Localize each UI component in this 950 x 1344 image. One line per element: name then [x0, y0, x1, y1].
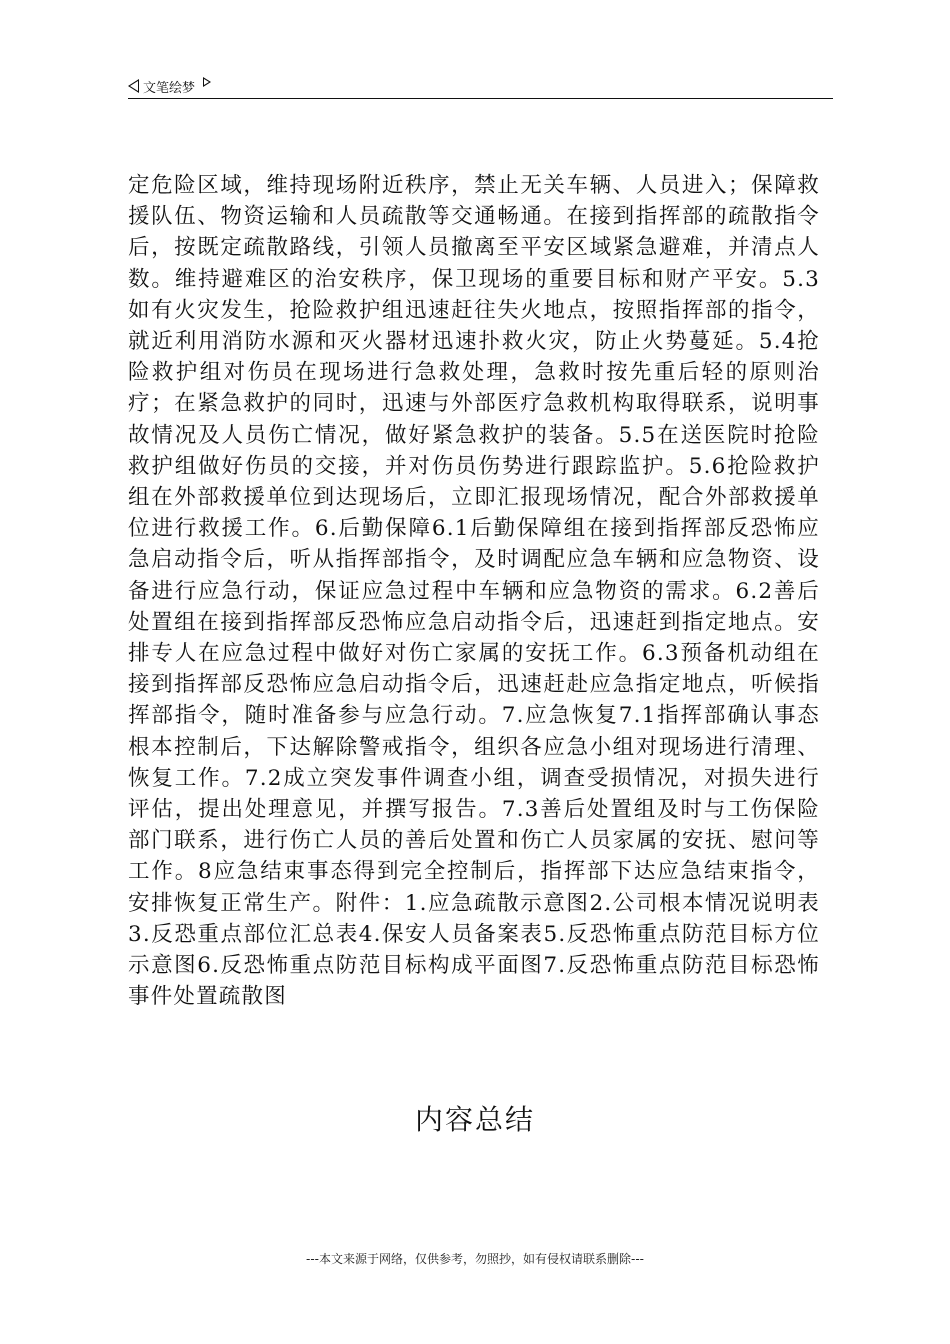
body-paragraph: 定危险区域，维持现场附近秩序，禁止无关车辆、人员进入；保障救援队伍、物资运输和人员疏散等交通畅通。在接到指挥部的疏散指令后，按既定疏散路线，引领人员撤离至平安区域紧急避难，并清点人数。维持避难区的治安秩序，保卫现场的重要目标和财产平安。5.3如有火灾发生，抢险救护组迅速赶往失火地点，按照指挥部的指令，就近利用消防水源和灭火器材迅速扑救火灾，防止火势蔓延。5.4抢险救护组对伤员在现场进行急救处理，急救时按先重后轻的原则治疗；在紧急救护的同时，迅速与外部医疗急救机构取得联系，说明事故情况及人员伤亡情况，做好紧急救护的装备。5.5在送医院时抢险救护组做好伤员的交接，并对伤员伤势进行跟踪监护。5.6抢险救护组在外部救援单位到达现场后，立即汇报现场情况，配合外部救援单位进行救援工作。6.后勤保障6.1后勤保障组在接到指挥部反恐怖应急启动指令后，听从指挥部指令，及时调配应急车辆和应急物资、设备进行应急行动，保证应急过程中车辆和应急物资的需求。6.2善后处置组在接到指挥部反恐怖应急启动指令后，迅速赶到指定地点。安排专人在应急过程中做好对伤亡家属的安抚工作。6.3预备机动组在接到指挥部反恐怖应急启动指令后，迅速赶赴应急指定地点，听候指挥部指令，随时准备参与应急行动。7.应急恢复7.1指挥部确认事态根本控制后，下达解除警戒指令，组织各应急小组对现场进行清理、恢复工作。7.2成立突发事件调查小组，调查受损情况，对损失进行评估，提出处理意见，并撰写报告。7.3善后处置组及时与工伤保险部门联系，进行伤亡人员的善后处置和伤亡人员家属的安抚、慰问等工作。8应急结束事态得到完全控制后，指挥部下达应急结束指令，安排恢复正常生产。附件：1.应急疏散示意图2.公司根本情况说明表3.反恐重点部位汇总表4.保安人员备案表5.反恐怖重点防范目标方位示意图6.反恐怖重点防范目标构成平面图7.反恐怖重点防范目标恐怖事件处置疏散图 — [128, 173, 820, 1010]
left-triangle-icon — [128, 79, 139, 93]
page-header — [128, 74, 833, 98]
footer-disclaimer: ---本文来源于网络，仅供参考，勿照抄，如有侵权请联系删除--- — [306, 1252, 644, 1266]
header-brand: 文笔绘梦 — [143, 80, 196, 96]
right-triangle-icon — [203, 77, 211, 87]
summary-heading: 内容总结 — [414, 1103, 535, 1136]
header-divider — [128, 98, 833, 99]
